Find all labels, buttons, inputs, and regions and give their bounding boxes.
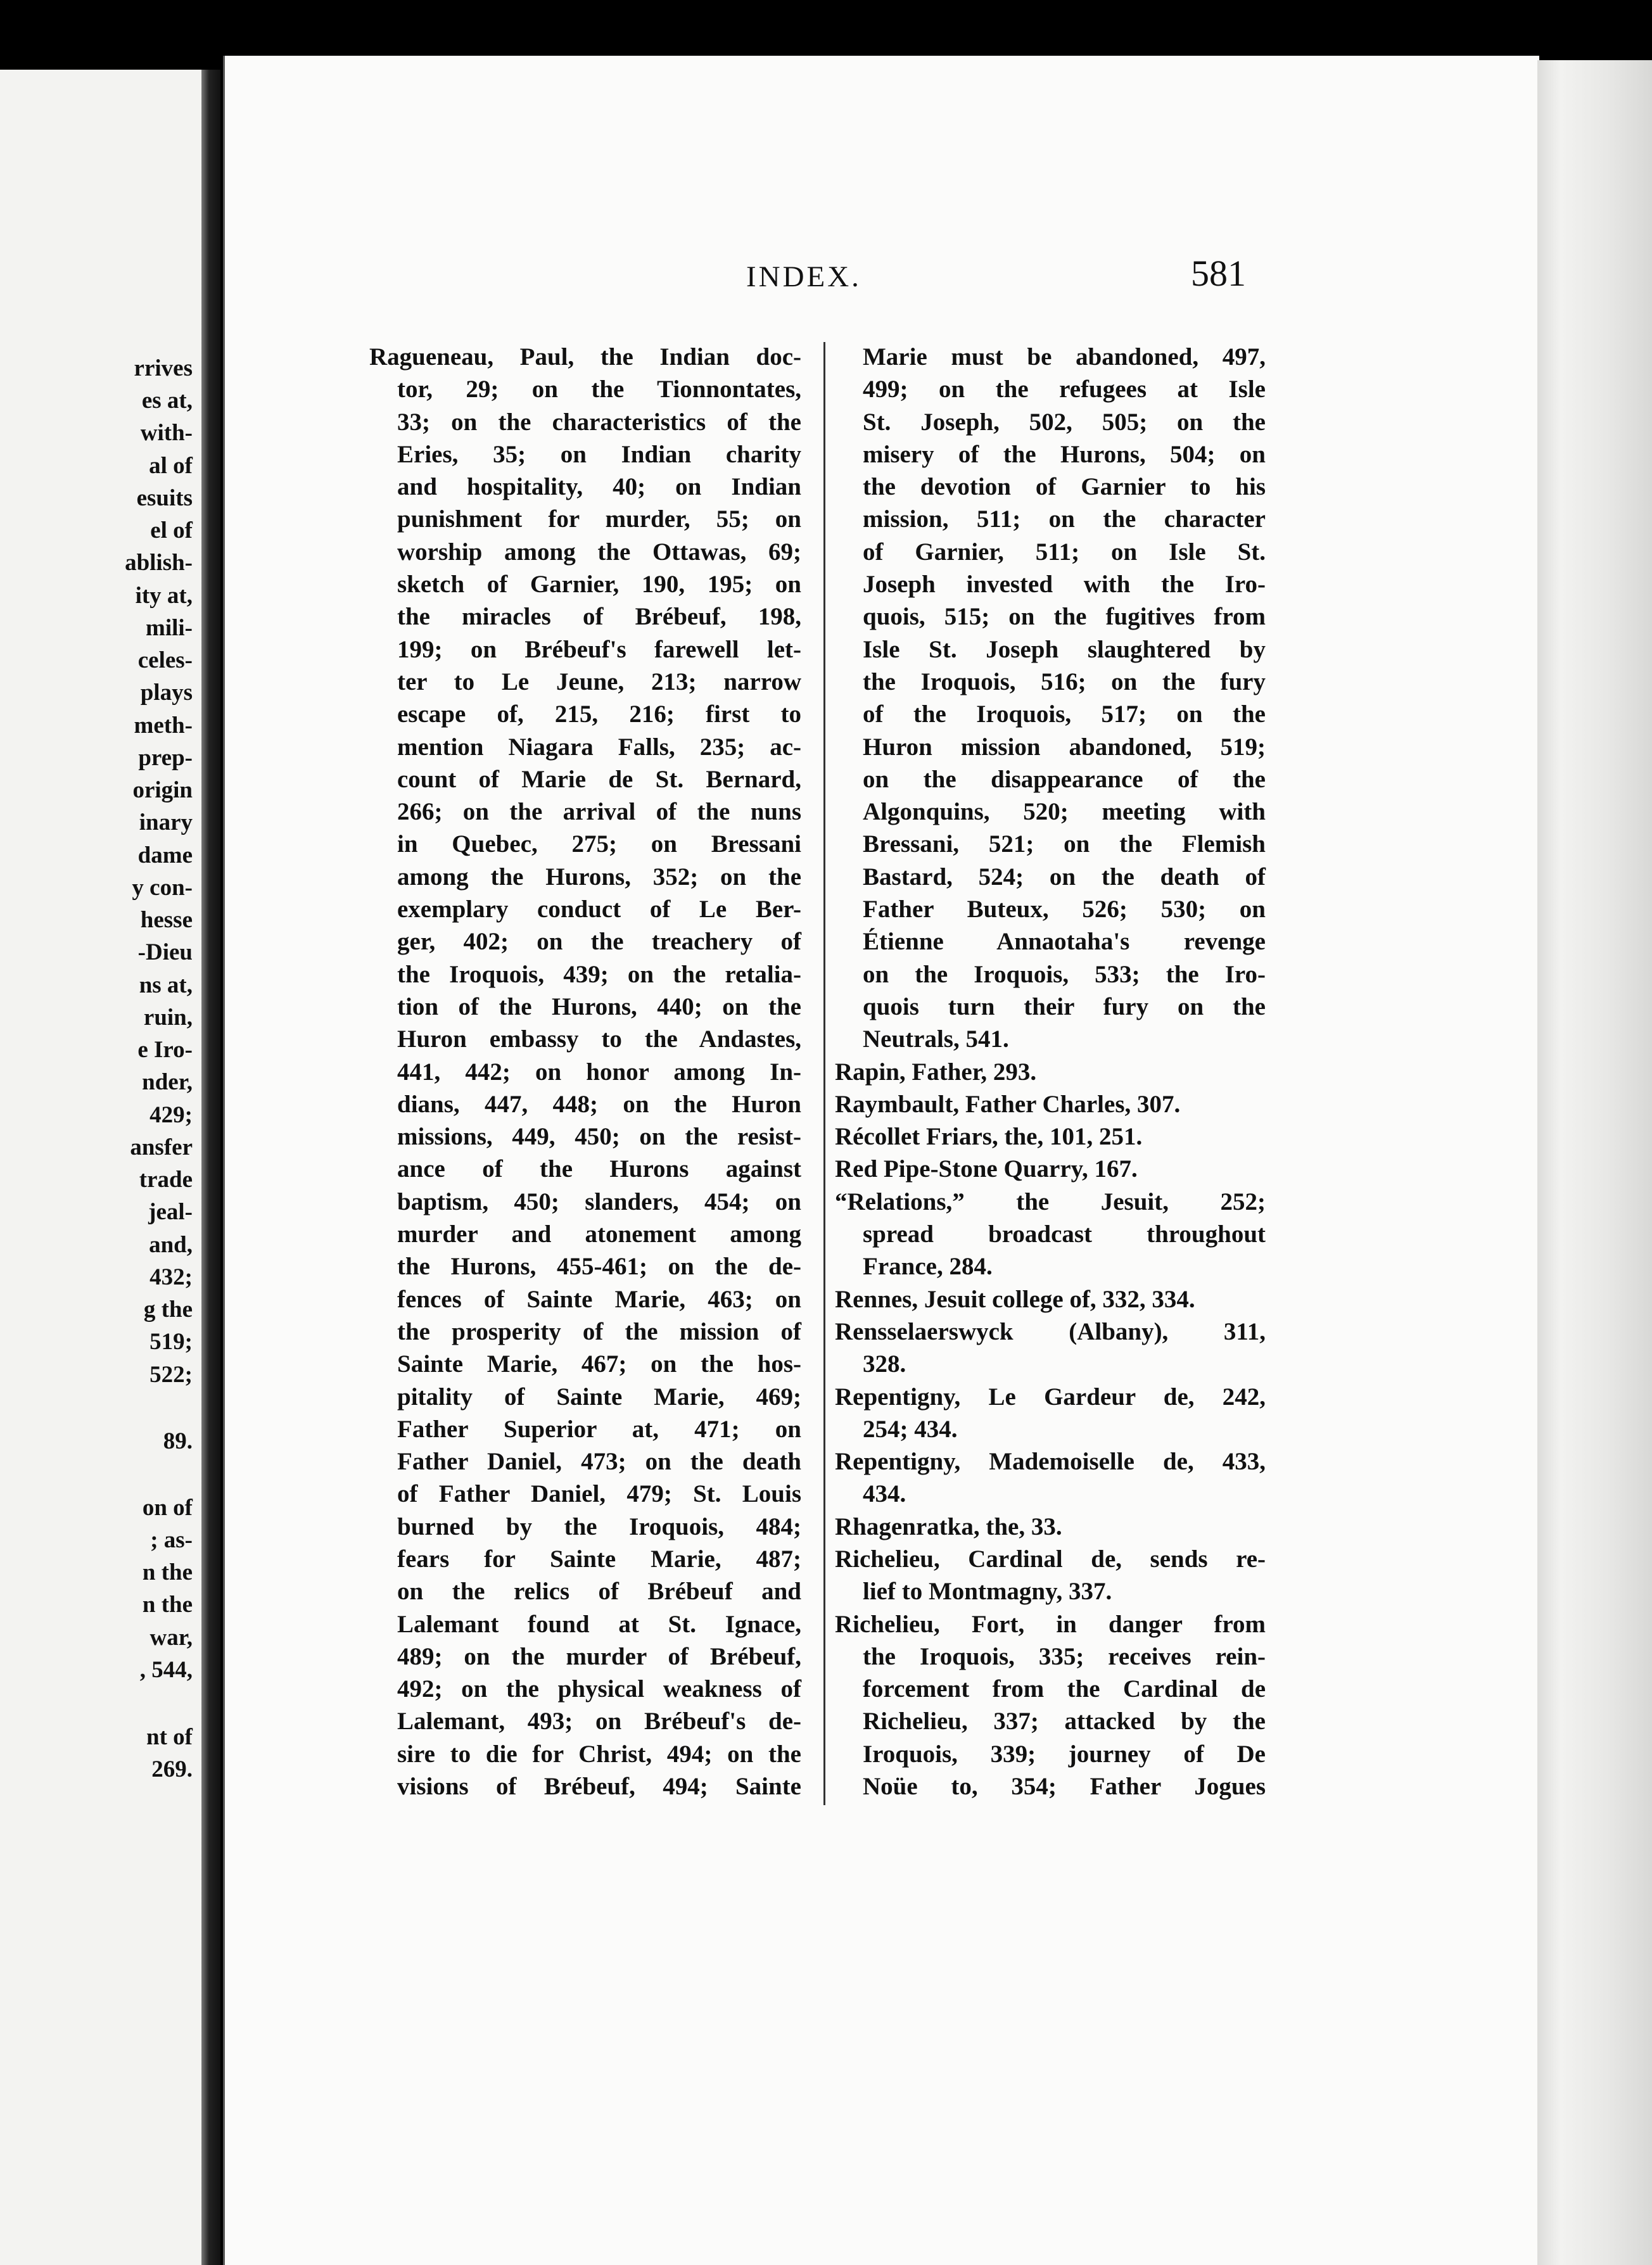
- index-line: sire to die for Christ, 494; on the: [397, 1740, 801, 1768]
- index-line: Récollet Friars, the, 101, 251.: [835, 1123, 1143, 1151]
- index-line: of the Iroquois, 517; on the: [863, 701, 1266, 728]
- index-line: burned by the Iroquois, 484;: [397, 1513, 801, 1540]
- previous-page-line: esuits: [136, 485, 193, 511]
- index-line: ance of the Hurons against: [397, 1155, 801, 1183]
- previous-page-line: dame: [137, 842, 193, 868]
- index-line: the Iroquois, 335; receives rein-: [863, 1642, 1266, 1670]
- index-line: Rapin, Father, 293.: [835, 1058, 1037, 1086]
- previous-page-line: 522;: [149, 1362, 193, 1388]
- index-line: 499; on the refugees at Isle: [863, 376, 1266, 403]
- index-line: Father Buteux, 526; 530; on: [863, 896, 1266, 923]
- previous-page-line: nt of: [146, 1724, 193, 1750]
- index-column-left: [369, 341, 801, 1803]
- previous-page-line: mili-: [146, 615, 193, 641]
- previous-page-line: es at,: [141, 388, 193, 414]
- previous-page-line: ity at,: [135, 583, 193, 609]
- index-line: the miracles of Brébeuf, 198,: [397, 603, 801, 631]
- previous-page-line: war,: [149, 1625, 193, 1651]
- index-line: St. Joseph, 502, 505; on the: [863, 408, 1266, 436]
- index-line: Bastard, 524; on the death of: [863, 863, 1266, 891]
- index-line: sketch of Garnier, 190, 195; on: [397, 571, 801, 599]
- index-line: the Iroquois, 516; on the fury: [863, 668, 1266, 695]
- index-line: fences of Sainte Marie, 463; on: [397, 1285, 801, 1313]
- index-line: Isle St. Joseph slaughtered by: [863, 635, 1266, 663]
- index-line: fears for Sainte Marie, 487;: [397, 1545, 801, 1573]
- index-line: Rhagenratka, the, 33.: [835, 1513, 1062, 1540]
- index-line: quois, 515; on the fugitives from: [863, 603, 1266, 631]
- index-line: the devotion of Garnier to his: [863, 473, 1266, 501]
- previous-page-line: g the: [143, 1297, 193, 1323]
- page-number: 581: [1191, 253, 1246, 294]
- index-line: Richelieu, Cardinal de, sends re-: [835, 1545, 1266, 1573]
- index-line: and hospitality, 40; on Indian: [397, 473, 801, 501]
- index-line: Bressani, 521; on the Flemish: [863, 830, 1266, 858]
- index-line: Joseph invested with the Iro-: [863, 571, 1266, 599]
- index-line: quois turn their fury on the: [863, 993, 1266, 1020]
- index-line: baptism, 450; slanders, 454; on: [397, 1188, 801, 1215]
- index-line: worship among the Ottawas, 69;: [397, 538, 801, 566]
- index-line: on the disappearance of the: [863, 765, 1266, 793]
- index-line: Huron mission abandoned, 519;: [863, 733, 1266, 761]
- running-head: INDEX.: [746, 260, 861, 293]
- page-edge: [1537, 60, 1652, 2265]
- previous-page-line: nder,: [142, 1069, 193, 1095]
- previous-page-line: n the: [142, 1559, 193, 1585]
- previous-page-line: and,: [149, 1232, 193, 1258]
- index-line: Repentigny, Le Gardeur de, 242,: [835, 1383, 1266, 1411]
- previous-page-line: y con-: [132, 875, 193, 901]
- index-line: the Hurons, 455-461; on the de-: [397, 1253, 801, 1281]
- index-line: Étienne Annaotaha's revenge: [863, 928, 1266, 956]
- previous-page-line: ns at,: [139, 972, 193, 998]
- index-line: Sainte Marie, 467; on the hos-: [397, 1350, 801, 1378]
- previous-page-line: e Iro-: [137, 1037, 193, 1063]
- index-line: Rennes, Jesuit college of, 332, 334.: [835, 1285, 1195, 1313]
- previous-page-line: 89.: [163, 1428, 193, 1454]
- index-line: 254; 434.: [863, 1415, 958, 1443]
- index-line: 492; on the physical weakness of: [397, 1675, 801, 1703]
- previous-page-line: origin: [132, 777, 193, 803]
- previous-page-line: prep-: [138, 745, 193, 771]
- previous-page-line: trade: [139, 1167, 193, 1193]
- index-line: of Garnier, 511; on Isle St.: [863, 538, 1266, 566]
- index-line: Huron embassy to the Andastes,: [397, 1025, 801, 1053]
- index-line: lief to Montmagny, 337.: [863, 1578, 1112, 1606]
- index-line: Neutrals, 541.: [863, 1025, 1009, 1053]
- index-line: Ragueneau, Paul, the Indian doc-: [369, 343, 801, 371]
- index-line: Eries, 35; on Indian charity: [397, 440, 801, 468]
- index-line: mission, 511; on the character: [863, 505, 1266, 533]
- index-line: among the Hurons, 352; on the: [397, 863, 801, 891]
- index-line: count of Marie de St. Bernard,: [397, 765, 801, 793]
- index-line: spread broadcast throughout: [863, 1221, 1266, 1248]
- index-line: escape of, 215, 216; first to: [397, 701, 801, 728]
- index-line: misery of the Hurons, 504; on: [863, 440, 1266, 468]
- index-line: of Father Daniel, 479; St. Louis: [397, 1480, 801, 1508]
- previous-page-line: n the: [142, 1592, 193, 1618]
- previous-page-line: inary: [139, 809, 193, 835]
- index-line: punishment for murder, 55; on: [397, 505, 801, 533]
- index-line: Algonquins, 520; meeting with: [863, 798, 1266, 826]
- previous-page-line: hesse: [140, 907, 193, 933]
- index-line: visions of Brébeuf, 494; Sainte: [397, 1773, 801, 1801]
- previous-page: [0, 70, 201, 2265]
- previous-page-line: 429;: [149, 1102, 193, 1128]
- previous-page-line: al of: [149, 453, 193, 479]
- index-line: Lalemant, 493; on Brébeuf's de-: [397, 1708, 801, 1735]
- index-line: forcement from the Cardinal de: [863, 1675, 1266, 1703]
- previous-page-line: 432;: [149, 1264, 193, 1290]
- previous-page-line: , 544,: [139, 1657, 193, 1683]
- index-line: Richelieu, Fort, in danger from: [835, 1610, 1266, 1638]
- index-line: 328.: [863, 1350, 906, 1378]
- previous-page-line: ansfer: [130, 1134, 193, 1160]
- index-line: Richelieu, 337; attacked by the: [863, 1708, 1266, 1735]
- index-line: the Iroquois, 439; on the retalia-: [397, 960, 801, 988]
- previous-page-line: meth-: [134, 713, 193, 739]
- index-line: Noüe to, 354; Father Jogues: [863, 1773, 1266, 1801]
- previous-page-text: [0, 70, 201, 2265]
- index-line: the prosperity of the mission of: [397, 1317, 801, 1345]
- index-column-right: [835, 341, 1266, 1803]
- previous-page-line: 519;: [149, 1329, 193, 1355]
- book-gutter: [201, 70, 220, 2265]
- index-line: 434.: [863, 1480, 906, 1508]
- index-line: 489; on the murder of Brébeuf,: [397, 1642, 801, 1670]
- previous-page-line: plays: [140, 680, 193, 706]
- index-line: on the Iroquois, 533; the Iro-: [863, 960, 1266, 988]
- index-line: 266; on the arrival of the nuns: [397, 798, 801, 826]
- index-line: exemplary conduct of Le Ber-: [397, 896, 801, 923]
- index-line: tor, 29; on the Tionnontates,: [397, 376, 801, 403]
- index-line: Raymbault, Father Charles, 307.: [835, 1090, 1181, 1118]
- previous-page-line: celes-: [137, 647, 193, 673]
- index-line: Rensselaerswyck (Albany), 311,: [835, 1317, 1266, 1345]
- previous-page-line: rrives: [134, 355, 193, 381]
- index-line: pitality of Sainte Marie, 469;: [397, 1383, 801, 1411]
- index-line: Marie must be abandoned, 497,: [863, 343, 1266, 371]
- index-line: ger, 402; on the treachery of: [397, 928, 801, 956]
- previous-page-line: ; as-: [150, 1527, 193, 1553]
- index-line: dians, 447, 448; on the Huron: [397, 1090, 801, 1118]
- previous-page-line: on of: [142, 1495, 193, 1521]
- index-line: ter to Le Jeune, 213; narrow: [397, 668, 801, 695]
- previous-page-line: jeal-: [148, 1199, 193, 1225]
- index-line: murder and atonement among: [397, 1221, 801, 1248]
- index-line: 33; on the characteristics of the: [397, 408, 801, 436]
- index-line: France, 284.: [863, 1253, 993, 1281]
- previous-page-line: el of: [150, 517, 193, 543]
- index-line: Iroquois, 339; journey of De: [863, 1740, 1266, 1768]
- index-line: Lalemant found at St. Ignace,: [397, 1610, 801, 1638]
- previous-page-line: -Dieu: [137, 939, 193, 965]
- index-line: “Relations,” the Jesuit, 252;: [835, 1188, 1266, 1215]
- index-line: Red Pipe-Stone Quarry, 167.: [835, 1155, 1138, 1183]
- index-line: missions, 449, 450; on the resist-: [397, 1123, 801, 1151]
- index-line: Father Superior at, 471; on: [397, 1415, 801, 1443]
- index-line: Repentigny, Mademoiselle de, 433,: [835, 1448, 1266, 1476]
- previous-page-line: 269.: [151, 1756, 193, 1782]
- index-line: Father Daniel, 473; on the death: [397, 1448, 801, 1476]
- previous-page-line: ruin,: [143, 1005, 193, 1031]
- index-line: tion of the Hurons, 440; on the: [397, 993, 801, 1020]
- index-line: on the relics of Brébeuf and: [397, 1578, 801, 1606]
- previous-page-line: ablish-: [125, 550, 193, 576]
- index-line: 441, 442; on honor among In-: [397, 1058, 801, 1086]
- index-line: in Quebec, 275; on Bressani: [397, 830, 801, 858]
- index-line: mention Niagara Falls, 235; ac-: [397, 733, 801, 761]
- column-divider: [823, 342, 825, 1805]
- index-line: 199; on Brébeuf's farewell let-: [397, 635, 801, 663]
- previous-page-line: with-: [140, 420, 193, 446]
